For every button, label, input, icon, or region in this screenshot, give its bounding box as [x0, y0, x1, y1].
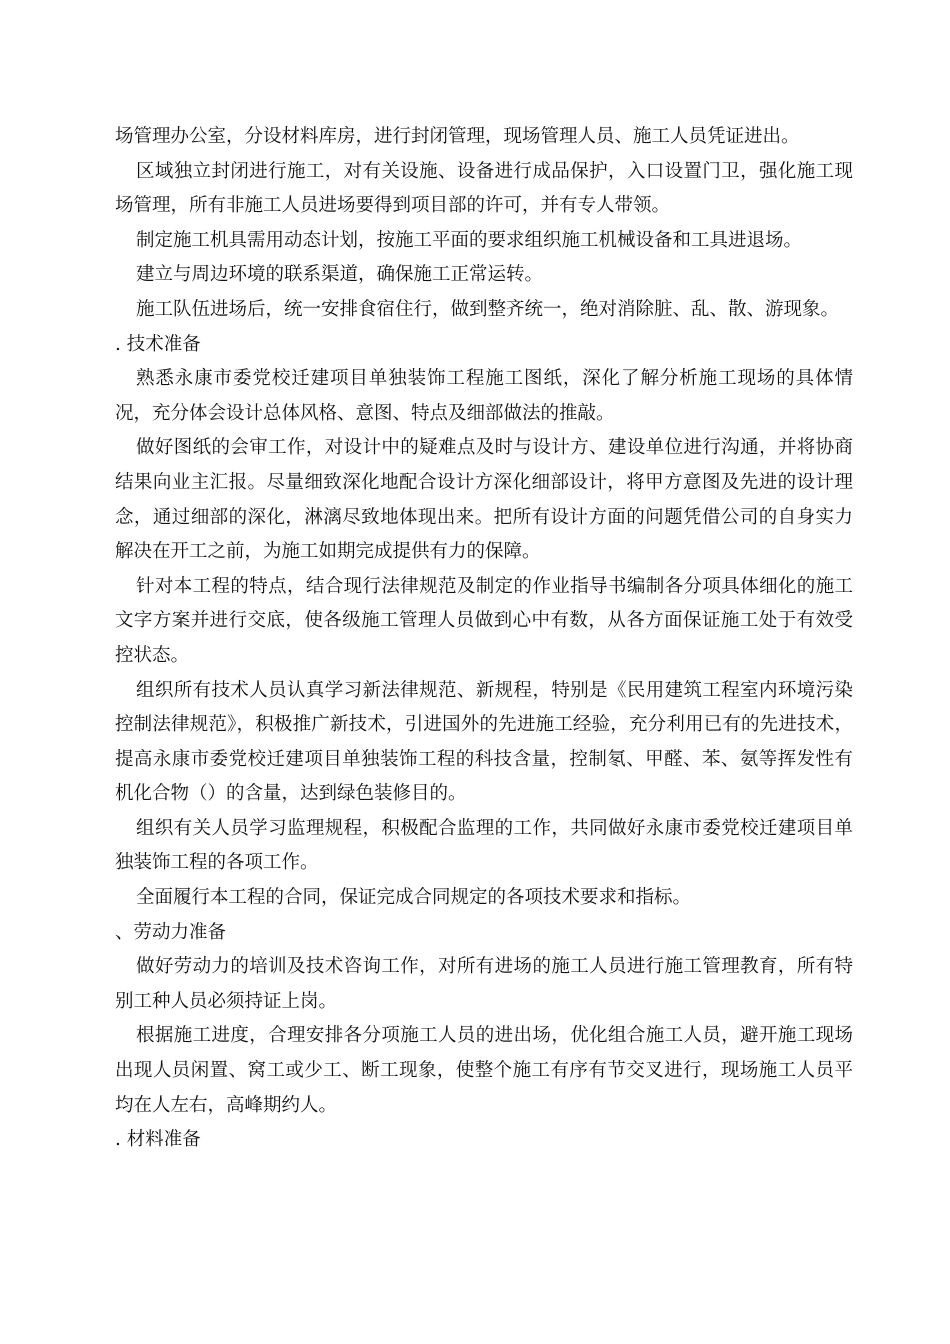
paragraph: 组织有关人员学习监理规程，积极配合监理的工作，共同做好永康市委党校迁建项目单独装饰工程的各项工作。: [115, 817, 853, 874]
paragraph: 做好图纸的会审工作，对设计中的疑难点及时与设计方、建设单位进行沟通，并将协商结果向业主汇报。尽量细致深化地配合设计方深化细部设计，将甲方意图及先进的设计理念，通过细部的深化，淋漓尽致地体现出来。把所有设计方面的问题凭借公司的自身实力解决在开工之前，为施工如期完成提供有力的保障。: [115, 437, 853, 563]
paragraph: 根据施工进度，合理安排各分项施工人员的进出场，优化组合施工人员，避开施工现场出现人员闲置、窝工或少工、断工现象，使整个施工有序有节交叉进行，现场施工人员平均在人左右，高峰期约人。: [115, 1025, 853, 1116]
paragraph: 做好劳动力的培训及技术咨询工作，对所有进场的施工人员进行施工管理教育，所有特别工种人员必须持证上岗。: [115, 956, 853, 1012]
section-heading-labor-prep: 、劳动力准备: [115, 921, 227, 943]
paragraph: 针对本工程的特点，结合现行法律规范及制定的作业指导书编制各分项具体细化的施工文字方案并进行交底，使各级施工管理人员做到心中有数，从各方面保证施工处于有效受控状态。: [115, 575, 853, 666]
section-heading-material-prep: . 材料准备: [115, 1129, 201, 1151]
document-body: [115, 120, 853, 1158]
paragraph: 全面履行本工程的合同，保证完成合同规定的各项技术要求和指标。: [136, 887, 692, 909]
paragraph: 建立与周边环境的联系渠道，确保施工正常运转。: [136, 264, 544, 286]
paragraph: 施工队伍进场后，统一安排食宿住行，做到整齐统一，绝对消除脏、乱、散、游现象。: [136, 298, 840, 320]
section-heading-technical-prep: . 技术准备: [115, 333, 201, 355]
paragraph: 制定施工机具需用动态计划，按施工平面的要求组织施工机械设备和工具进退场。: [136, 229, 803, 251]
paragraph: 区域独立封闭进行施工，对有关设施、设备进行成品保护，入口设置门卫，强化施工现场管理，所有非施工人员进场要得到项目部的许可，并有专人带领。: [115, 160, 853, 217]
paragraph: 场管理办公室，分设材料库房，进行封闭管理，现场管理人员、施工人员凭证进出。: [115, 126, 800, 147]
paragraph: 组织所有技术人员认真学习新法律规范、新规程，特别是《民用建筑工程室内环境污染控制法律规范》，积极推广新技术，引进国外的先进施工经验，充分利用已有的先进技术，提高永康市委党校迁建项目单独装饰工程的科技含量，控制氡、甲醛、苯、氨等挥发性有机化合物（）的含量，达到绿色装修目的。: [115, 679, 853, 805]
paragraph: 熟悉永康市委党校迁建项目单独装饰工程施工图纸，深化了解分析施工现场的具体情况，充分体会设计总体风格、意图、特点及细部做法的推敲。: [115, 368, 853, 424]
